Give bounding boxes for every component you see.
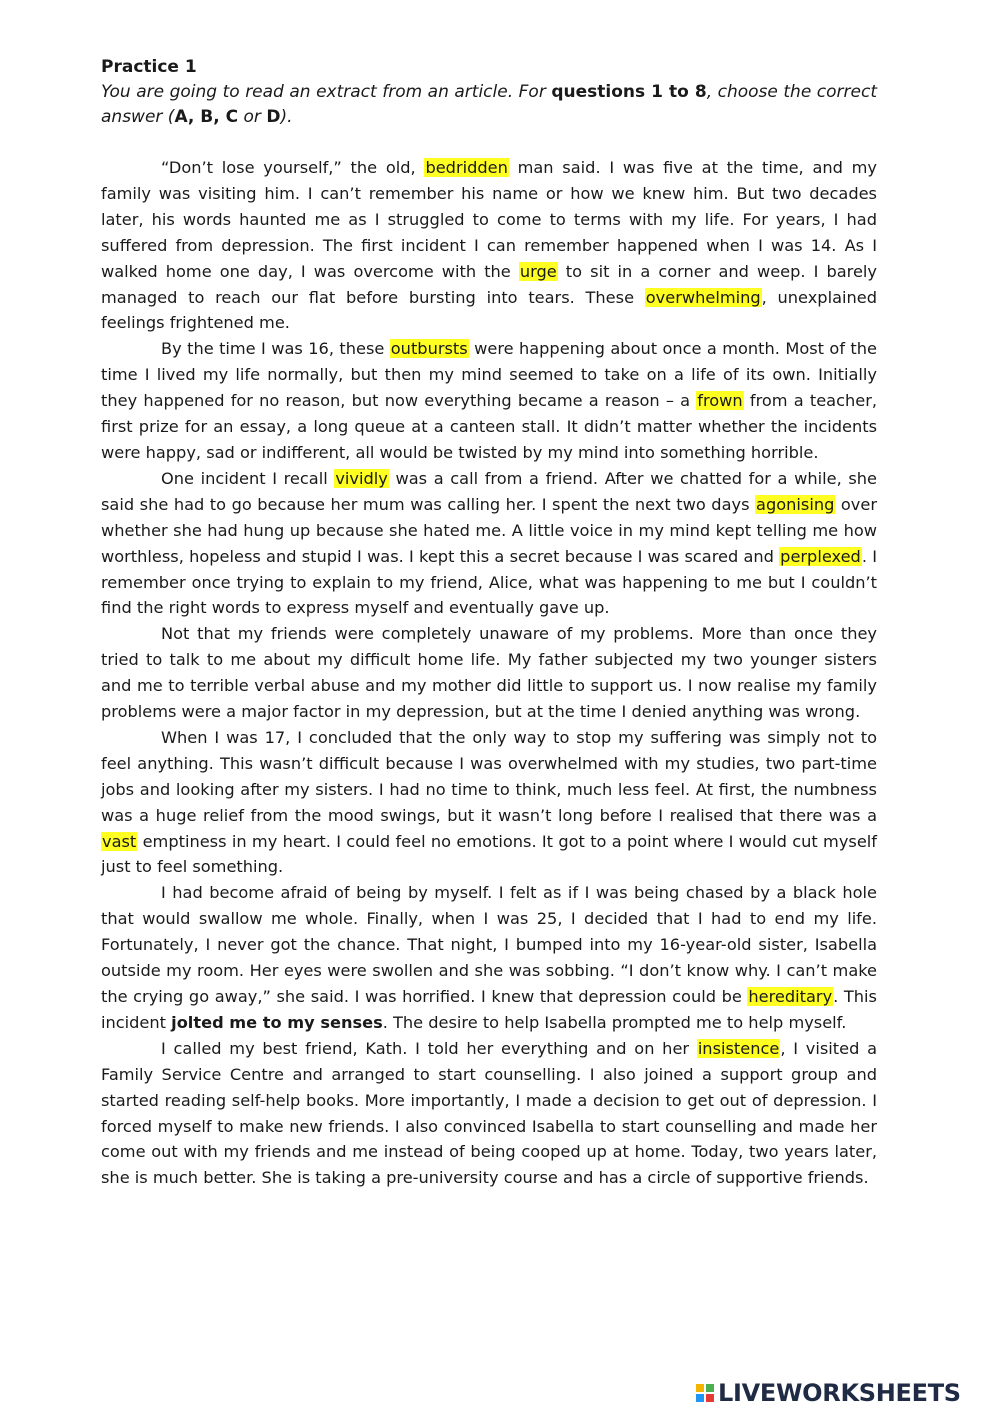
paragraph-text: “Don’t lose yourself,” the old, <box>161 158 425 177</box>
article-paragraph <box>101 336 877 466</box>
instructions-text-1: You are going to read an extract from an article. For <box>101 82 552 102</box>
liveworksheets-logo-icon <box>696 1384 714 1402</box>
paragraph-text: emptiness in my heart. I could feel no emotions. It got to a point where I would cut myself just to feel something. <box>101 831 877 877</box>
highlighted-word: perplexed <box>780 546 861 566</box>
highlighted-word: overwhelming <box>645 287 761 307</box>
logo-text: LIVEWORKSHEETS <box>718 1379 961 1407</box>
paragraph-text: was a call from a friend. After we chatted for a while, she said she had to go because her mum was calling her. I spent the next two days <box>101 468 877 514</box>
article-paragraph <box>101 155 877 336</box>
highlighted-word: vividly <box>335 468 388 488</box>
paragraph-text: One incident I recall <box>161 468 335 488</box>
instructions-or: or <box>238 107 267 127</box>
paragraph-text: I had become afraid of being by myself. I felt as if I was being chased by a black hole that would swallow me whole. Finally, when I was 25, I decided that I had to end my life. Fortunately, I never got the chance. That night, I bumped into my 16-year-old sister, Isabella outside my room. Her eyes were swollen and she was sobbing. “I don’t know why. I can’t make the crying go away,” she said. I was horrified. I knew that depression could be <box>101 883 877 1006</box>
paragraph-text: over whether she had hung up because she hated me. A little voice in my mind kept telling me how worthless, hopeless and stupid I was. I kept this a secret because I was scared and <box>101 494 877 566</box>
highlighted-word: urge <box>519 261 557 281</box>
page-title: Practice 1 <box>101 57 197 77</box>
paragraph-text: , unexplained feelings frightened me. <box>101 287 877 333</box>
instructions-text-2: , choose the correct answer ( <box>101 82 877 127</box>
highlighted-word: vast <box>102 831 137 851</box>
liveworksheets-logo <box>696 1378 961 1408</box>
paragraph-text: I called my best friend, Kath. I told her everything and on her <box>161 1038 697 1058</box>
instructions <box>101 80 877 130</box>
instructions-options-abc: A, B, C <box>174 107 239 127</box>
article-paragraph <box>101 1036 877 1191</box>
article-paragraph <box>101 880 877 1035</box>
article-text <box>101 155 877 1191</box>
paragraph-text: . This incident <box>101 987 877 1032</box>
highlighted-word: frown <box>697 391 743 411</box>
paragraph-text: to sit in a corner and weep. I barely managed to reach our flat before bursting into tears. These <box>101 261 878 307</box>
bold-phrase: jolted me to my senses <box>171 1012 383 1032</box>
article-paragraph <box>101 725 877 880</box>
paragraph-text: . I remember once trying to explain to my friend, Alice, what was happening to me but I couldn’t find the right words to express myself and eventually gave up. <box>101 546 877 618</box>
instructions-end: ). <box>280 107 293 127</box>
highlighted-word: bedridden <box>425 158 508 177</box>
highlighted-word: agonising <box>756 494 835 514</box>
paragraph-text: When I was 17, I concluded that the only way to stop my suffering was simply not to feel anything. This wasn’t difficult because I was overwhelmed with my studies, two part-time jobs and looking after my sisters. I had no time to think, much less feel. At first, the numbness was a huge relief from the mood swings, but it wasn’t long before I realised that there was a <box>101 727 877 825</box>
worksheet-page <box>101 55 877 1191</box>
highlighted-word: outbursts <box>390 339 468 359</box>
article-paragraph <box>101 621 877 725</box>
instructions-option-d: D <box>266 107 281 127</box>
instructions-questions: questions 1 to 8 <box>551 82 707 102</box>
highlighted-word: insistence <box>697 1038 780 1058</box>
paragraph-text: . The desire to help Isabella prompted me to help myself. <box>382 1012 847 1032</box>
paragraph-text: Not that my friends were completely unaware of my problems. More than once they tried to talk to me about my difficult home life. My father subjected my two younger sisters and me to terrible verbal abuse and my mother did little to support us. I now realise my family problems were a major factor in my depression, but at the time I denied anything was wrong. <box>101 624 877 722</box>
paragraph-text: were happening about once a month. Most of the time I lived my life normally, but then my mind seemed to take on a life of its own. Initially they happened for no reason, but now everything became a reason – a <box>101 339 877 411</box>
paragraph-text: man said. I was five at the time, and my family was visiting him. I can’t remember his name or how we knew him. But two decades later, his words haunted me as I struggled to come to terms with my life. For years, I had suffered from depression. The first incident I can remember happened when I was 14. As I walked home one day, I was overcome with the <box>101 158 877 281</box>
highlighted-word: hereditary <box>748 987 833 1006</box>
article-paragraph <box>101 466 877 621</box>
paragraph-text: By the time I was 16, these <box>161 339 390 359</box>
paragraph-text: , I visited a Family Service Centre and arranged to start counselling. I also joined a support group and started reading self-help books. More importantly, I made a decision to get out of depression. I forced myself to make new friends. I also convinced Isabella to start counselling and made her come out with my friends and me instead of being cooped up at home. Today, two years later, she is much better. She is taking a pre-university course and has a circle of supportive friends. <box>101 1038 878 1188</box>
paragraph-text: from a teacher, first prize for an essay, a long queue at a canteen stall. It didn’t matter whether the incidents were happy, sad or indifferent, all would be twisted by my mind into something horrible. <box>101 391 877 462</box>
